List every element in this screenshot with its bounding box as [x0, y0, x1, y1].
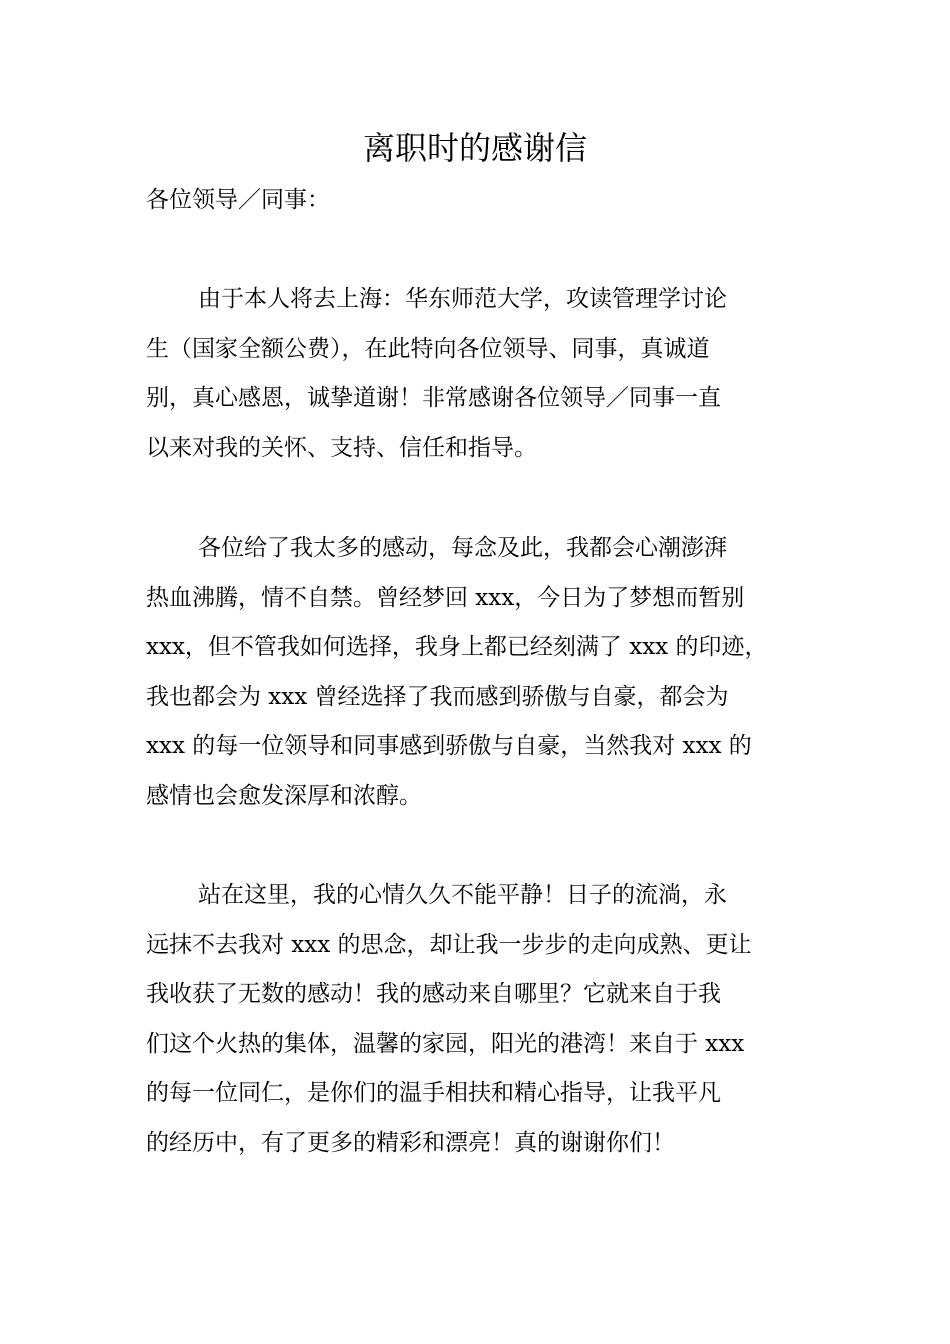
- paragraph-line: 以来对我的关怀、支持、信任和指导。: [146, 434, 537, 461]
- paragraph-line: 的经历中，有了更多的精彩和漂亮！真的谢谢你们！: [146, 1129, 675, 1156]
- paragraph-2: [146, 524, 846, 822]
- paragraph-3: [146, 871, 846, 1169]
- paragraph-line: 们这个火热的集体，温馨的家园，阳光的港湾！来自于 xxx: [146, 1030, 745, 1057]
- document-title: 离职时的感谢信: [362, 129, 587, 167]
- paragraph-line: xxx，但不管我如何选择，我身上都已经刻满了 xxx 的印迹，: [146, 634, 768, 661]
- paragraph-line: 由于本人将去上海：华东师范大学，攻读管理学讨论: [198, 286, 727, 312]
- paragraph-line: 我收获了无数的感动！我的感动来自哪里？它就来自于我: [146, 981, 721, 1008]
- paragraph-line: 远抹不去我对 xxx 的思念，却让我一步步的走向成熟、更让: [146, 931, 752, 958]
- paragraph-line: 的每一位同仁，是你们的温手相扶和精心指导，让我平凡: [146, 1080, 721, 1107]
- paragraph-line: 站在这里，我的心情久久不能平静！日子的流淌，永: [198, 882, 727, 908]
- paragraph-line: 各位给了我太多的感动，每念及此，我都会心潮澎湃: [198, 535, 727, 561]
- paragraph-line: 生（国家全额公费），在此特向各位领导、同事，真诚道: [146, 335, 710, 362]
- salutation: 各位领导／同事：: [146, 187, 330, 213]
- paragraph-line: 我也都会为 xxx 曾经选择了我而感到骄傲与自豪，都会为: [146, 683, 729, 710]
- paragraph-1: [146, 275, 846, 473]
- paragraph-line: 热血沸腾，情不自禁。曾经梦回 xxx，今日为了梦想而暂别: [146, 584, 745, 611]
- paragraph-line: 感情也会愈发深厚和浓醇。: [146, 782, 422, 809]
- paragraph-line: 别，真心感恩，诚挚道谢！非常感谢各位领导／同事一直: [146, 385, 721, 412]
- paragraph-line: xxx 的每一位领导和同事感到骄傲与自豪，当然我对 xxx 的: [146, 733, 752, 760]
